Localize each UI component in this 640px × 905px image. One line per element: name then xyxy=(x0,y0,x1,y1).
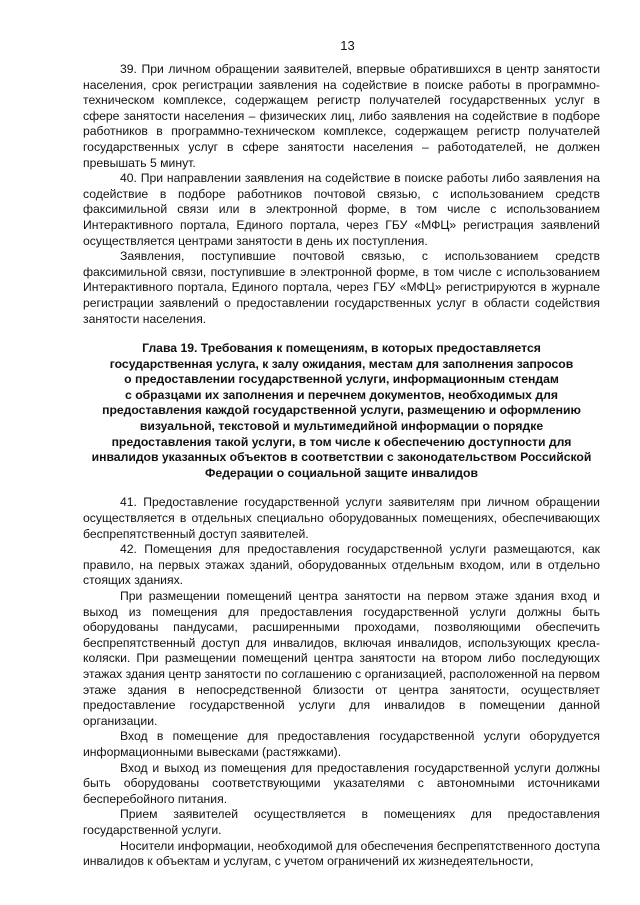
paragraph-40-continued: Заявления, поступившие почтовой связью, с использованием средств факсимильной связи, поступившие в электронной форме, в том числе с использованием Интерактивного портала, Единого портала, через ГБУ «МФЦ» регистрируются в журнале регистрации заявлений о предоставлении государственных услуг в области содействия занятости населения. xyxy=(83,249,600,326)
paragraphs-before-heading xyxy=(83,62,600,327)
paragraph-40: 40. При направлении заявления на содействие в поиске работы либо заявления на содействие в подборе работников почтовой связью, с использованием средств факсимильной связи или в электронной форме, в том числе с использованием Интерактивного портала, Единого портала, через ГБУ «МФЦ» регистрация заявлений осуществляется центрами занятости в день их поступления. xyxy=(83,171,600,248)
paragraph-ground-floor-access: При размещении помещений центра занятости на первом этаже здания вход и выход из помещения для предоставления государственной услуги должны быть оборудованы пандусами, расширенными проходами, позволяющими обеспечить беспрепятственный доступ для инвалидов, включая инвалидов, использующих кресла-коляски. При размещении помещений центра занятости на втором либо последующих этажах здания центр занятости по соглашению с организацией, расположенной на первом этаже здания в непосредственной близости от центра занятости, осуществляет предоставление государственной услуги для инвалидов в помещении данной организации. xyxy=(83,589,600,728)
paragraph-information-carriers: Носители информации, необходимой для обеспечения беспрепятственного доступа инвалидов к объектам и услугам, с учетом ограничений их жизнедеятельности, xyxy=(83,838,600,869)
heading-line: предоставления такой услуги, в том числе к обеспечению доступности для xyxy=(111,434,572,449)
paragraph-reception: Прием заявителей осуществляется в помещениях для предоставления государственной услуги. xyxy=(83,807,600,837)
heading-line: о предоставлении государственной услуги, информационным стендам xyxy=(124,372,559,387)
paragraphs-after-heading xyxy=(83,495,600,869)
chapter-19-heading xyxy=(85,341,598,481)
paragraph-entrance-signs: Вход в помещение для предоставления государственной услуги оборудуется информационными вывесками (растяжками). xyxy=(83,729,600,759)
heading-line: Федерации о социальной защите инвалидов xyxy=(205,465,478,480)
paragraph-42: 42. Помещения для предоставления государственной услуги размещаются, как правило, на первых этажах зданий, оборудованных отдельным входом, или в отдельно стоящих зданиях. xyxy=(83,542,600,588)
heading-line: визуальной, текстовой и мультимедийной информации о порядке xyxy=(139,419,544,434)
paragraph-39: 39. При личном обращении заявителей, впервые обратившихся в центр занятости населения, срок регистрации заявления на содействие в поиске работы в программно-техническом комплексе, содержащем регистр получателей государственных услуг в сфере занятости населения – физических лиц, либо заявления на содействие в подборе работников в программно-техническом комплексе, содержащем регистр получателей государственных услуг в сфере занятости населения – работодателей, не должен превышать 5 минут. xyxy=(83,62,600,170)
heading-line: инвалидов указанных объектов в соответствии с законодательством Российской xyxy=(91,450,592,465)
heading-line: государственная услуга, к залу ожидания, местам для заполнения запросов xyxy=(109,356,574,371)
paragraph-41: 41. Предоставление государственной услуги заявителям при личном обращении осуществляется в отдельных специально оборудованных помещениях, обеспечивающих беспрепятственный доступ заявителей. xyxy=(83,495,600,541)
heading-line: Глава 19. Требования к помещениям, в которых предоставляется xyxy=(142,341,541,356)
heading-line: с образцами их заполнения и перечнем документов, необходимых для xyxy=(125,387,558,402)
heading-line: предоставления каждой государственной услуги, размещению и оформлению xyxy=(102,403,581,418)
paragraph-exit-indicators: Вход и выход из помещения для предоставления государственной услуги должны быть оборудованы соответствующими указателями с автономными источниками бесперебойного питания. xyxy=(83,760,600,806)
page-number: 13 xyxy=(340,38,355,53)
